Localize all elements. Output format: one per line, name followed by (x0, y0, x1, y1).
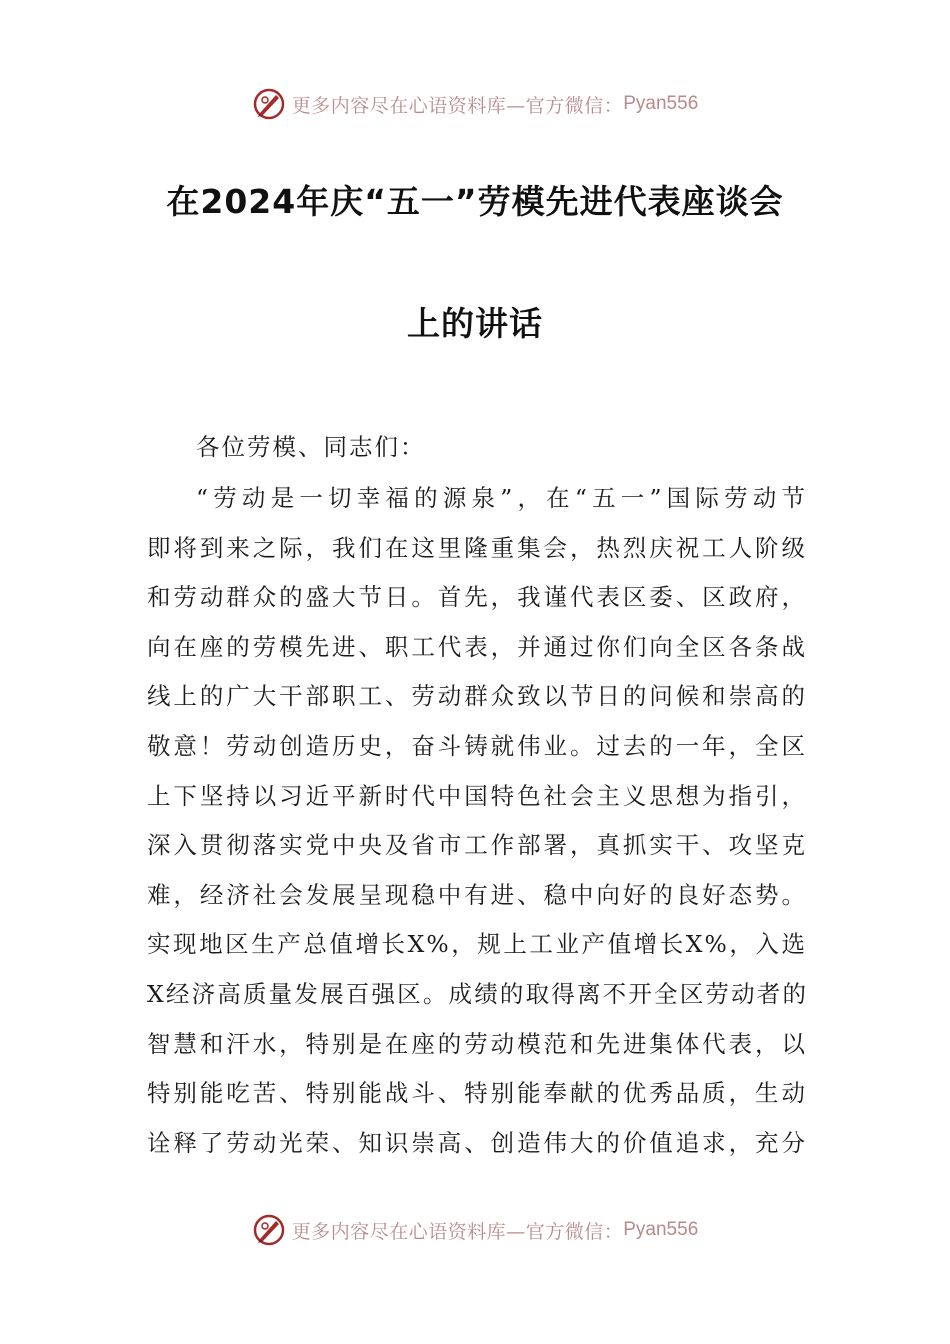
paragraph-line: 线上的广大干部职工、劳动群众致以节日的问候和崇高的 (147, 682, 807, 711)
paragraph-line: 难，经济社会发展呈现稳中有进、稳中向好的良好态势。 (147, 880, 807, 909)
paragraph-line: 向在座的劳模先进、职工代表，并通过你们向全区各条战 (147, 632, 807, 661)
paragraph-line: 即将到来之际，我们在这里隆重集会，热烈庆祝工人阶级 (147, 533, 807, 562)
salutation: 各位劳模、同志们： (196, 433, 426, 461)
body-paragraph (147, 474, 807, 1168)
watermark-wechat-id: Pyan556 (623, 1219, 699, 1240)
paragraph-line: 诠释了劳动光荣、知识崇高、创造伟大的价值追求，充分 (147, 1128, 807, 1157)
watermark-wechat-id: Pyan556 (623, 93, 699, 114)
watermark-text: 更多内容尽在心语资料库—官方微信： (291, 94, 624, 117)
pen-circle-logo-icon (252, 1213, 286, 1247)
paragraph-line: 上下坚持以习近平新时代中国特色社会主义思想为指引， (147, 781, 807, 810)
paragraph-line: 深入贯彻落实党中央及省市工作部署，真抓实干、攻坚克 (147, 831, 807, 860)
paragraph-line: “劳动是一切幸福的源泉”，在“五一”国际劳动节 (196, 484, 807, 512)
footer-watermark (0, 1210, 950, 1250)
header-watermark (0, 84, 950, 124)
paragraph-line: X经济高质量发展百强区。成绩的取得离不开全区劳动者的 (147, 979, 807, 1008)
paragraph-line: 特别能吃苦、特别能战斗、特别能奉献的优秀品质，生动 (147, 1079, 807, 1108)
document-title-line-2: 上的讲话 (407, 304, 543, 343)
paragraph-line: 实现地区生产总值增长X%，规上工业产值增长X%，入选 (147, 930, 807, 959)
paragraph-line: 和劳动群众的盛大节日。首先，我谨代表区委、区政府， (147, 583, 807, 612)
watermark-text: 更多内容尽在心语资料库—官方微信： (291, 1220, 624, 1243)
paragraph-line: 智慧和汗水，特别是在座的劳动模范和先进集体代表，以 (147, 1029, 807, 1058)
pen-circle-logo-icon (252, 87, 286, 121)
document-title-line-1: 在2024年庆“五一”劳模先进代表座谈会 (166, 182, 784, 221)
paragraph-line: 敬意！劳动创造历史，奋斗铸就伟业。过去的一年，全区 (147, 731, 807, 760)
